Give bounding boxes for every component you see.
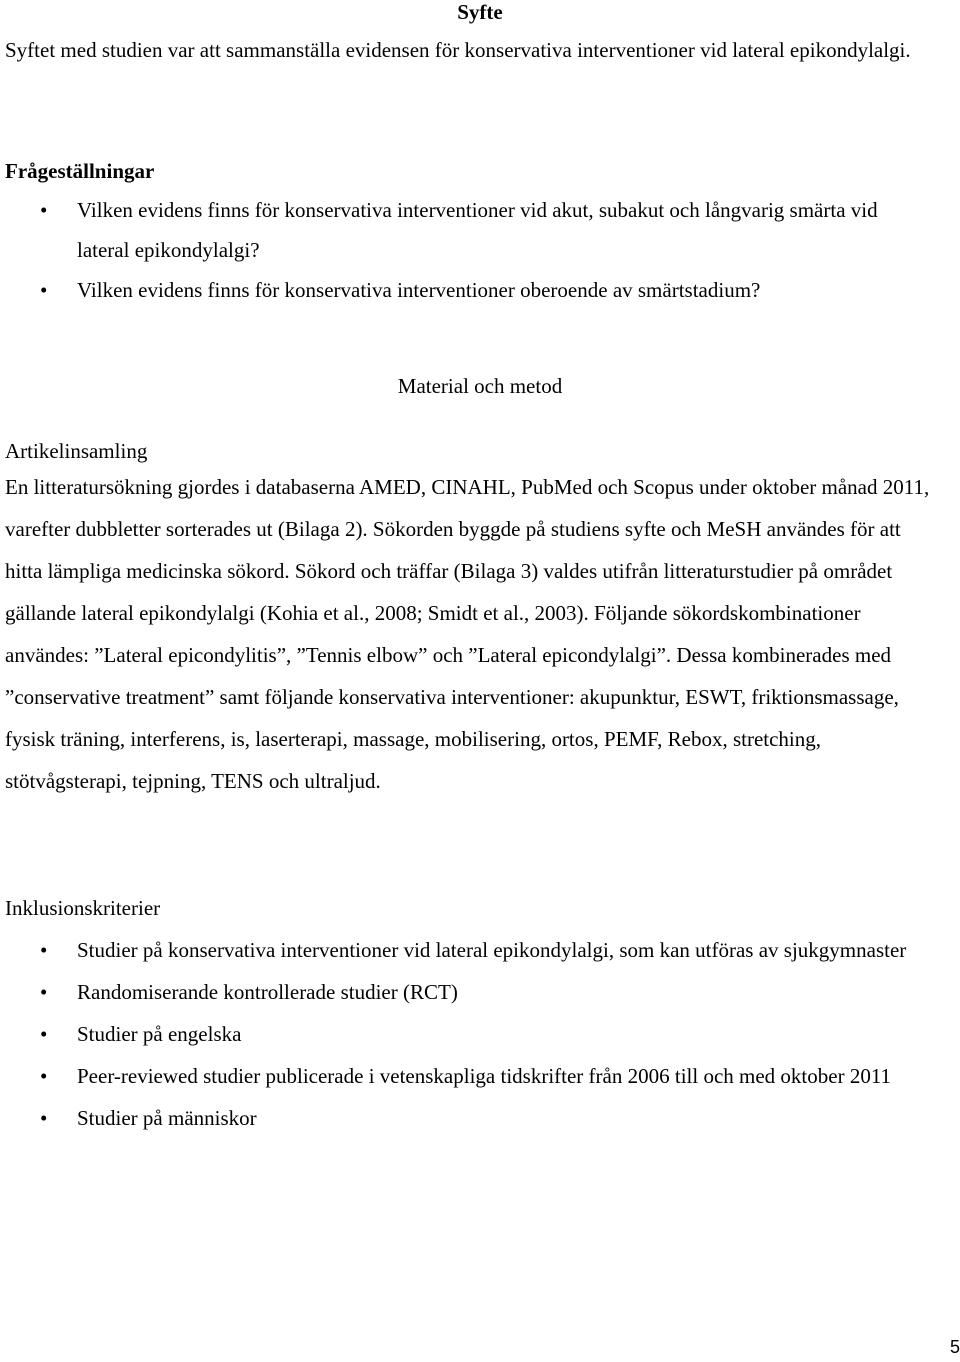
list-item xyxy=(0,971,930,1013)
list-item-text: Studier på konservativa interventioner vid lateral epikondylalgi, som kan utföras av sjukgymnaster xyxy=(77,938,907,962)
inklusion-heading: Inklusionskriterier xyxy=(5,896,161,920)
bullet-icon: • xyxy=(40,938,48,962)
list-item xyxy=(0,190,930,270)
inklusion-list xyxy=(0,929,930,1139)
list-item xyxy=(0,1055,930,1097)
list-item xyxy=(0,929,930,971)
syfte-text: Syftet med studien var att sammanställa evidensen för konservativa interventioner vid lateral epikondylalgi. xyxy=(5,38,911,62)
bullet-icon: • xyxy=(40,278,48,302)
list-item-text: Studier på engelska xyxy=(77,1022,242,1046)
list-item xyxy=(0,270,930,310)
bullet-icon: • xyxy=(40,198,48,222)
syfte-heading: Syfte xyxy=(457,0,503,24)
list-item-text: Vilken evidens finns för konservativa interventioner oberoende av smärtstadium? xyxy=(77,278,761,302)
page-number: 5 xyxy=(949,1337,960,1357)
fragestallningar-heading: Frågeställningar xyxy=(5,159,155,183)
artikelinsamling-text: En litteratursökning gjordes i databaserna AMED, CINAHL, PubMed och Scopus under oktober månad 2011, varefter dubbletter sorterades ut (Bilaga 2). Sökorden byggde på studiens syfte och MeSH användes för att hitta lämpliga medicinska sökord. Sökord och träffar (Bilaga 3) valdes utifrån litteraturstudier på området gällande lateral epikondylalgi (Kohia et al., 2008; Smidt et al., 2003). Följande sökordskombinationer användes: ”Lateral epicondylitis”, ”Tennis elbow” och ”Lateral epicondylalgi”. Dessa kombinerades med ”conservative treatment” samt följande konservativa interventioner: akupunktur, ESWT, friktionsmassage, fysisk träning, interferens, is, laserterapi, massage, mobilisering, ortos, PEMF, Rebox, stretching, stötvågsterapi, tejpning, TENS och ultraljud. xyxy=(5,475,930,793)
list-item-text: Vilken evidens finns för konservativa interventioner vid akut, subakut och långvarig smärta vid lateral epikondylalgi? xyxy=(77,198,878,262)
bullet-icon: • xyxy=(40,980,48,1004)
list-item xyxy=(0,1097,930,1139)
list-item-text: Studier på människor xyxy=(77,1106,257,1130)
artikelinsamling-heading: Artikelinsamling xyxy=(5,439,148,463)
list-item-text: Randomiserande kontrollerade studier (RCT) xyxy=(77,980,458,1004)
list-item-text: Peer-reviewed studier publicerade i vetenskapliga tidskrifter från 2006 till och med oktober 2011 xyxy=(77,1064,892,1088)
bullet-icon: • xyxy=(40,1106,48,1130)
bullet-icon: • xyxy=(40,1064,48,1088)
fragestallningar-list xyxy=(0,190,930,310)
material-heading: Material och metod xyxy=(397,374,563,398)
list-item xyxy=(0,1013,930,1055)
bullet-icon: • xyxy=(40,1022,48,1046)
